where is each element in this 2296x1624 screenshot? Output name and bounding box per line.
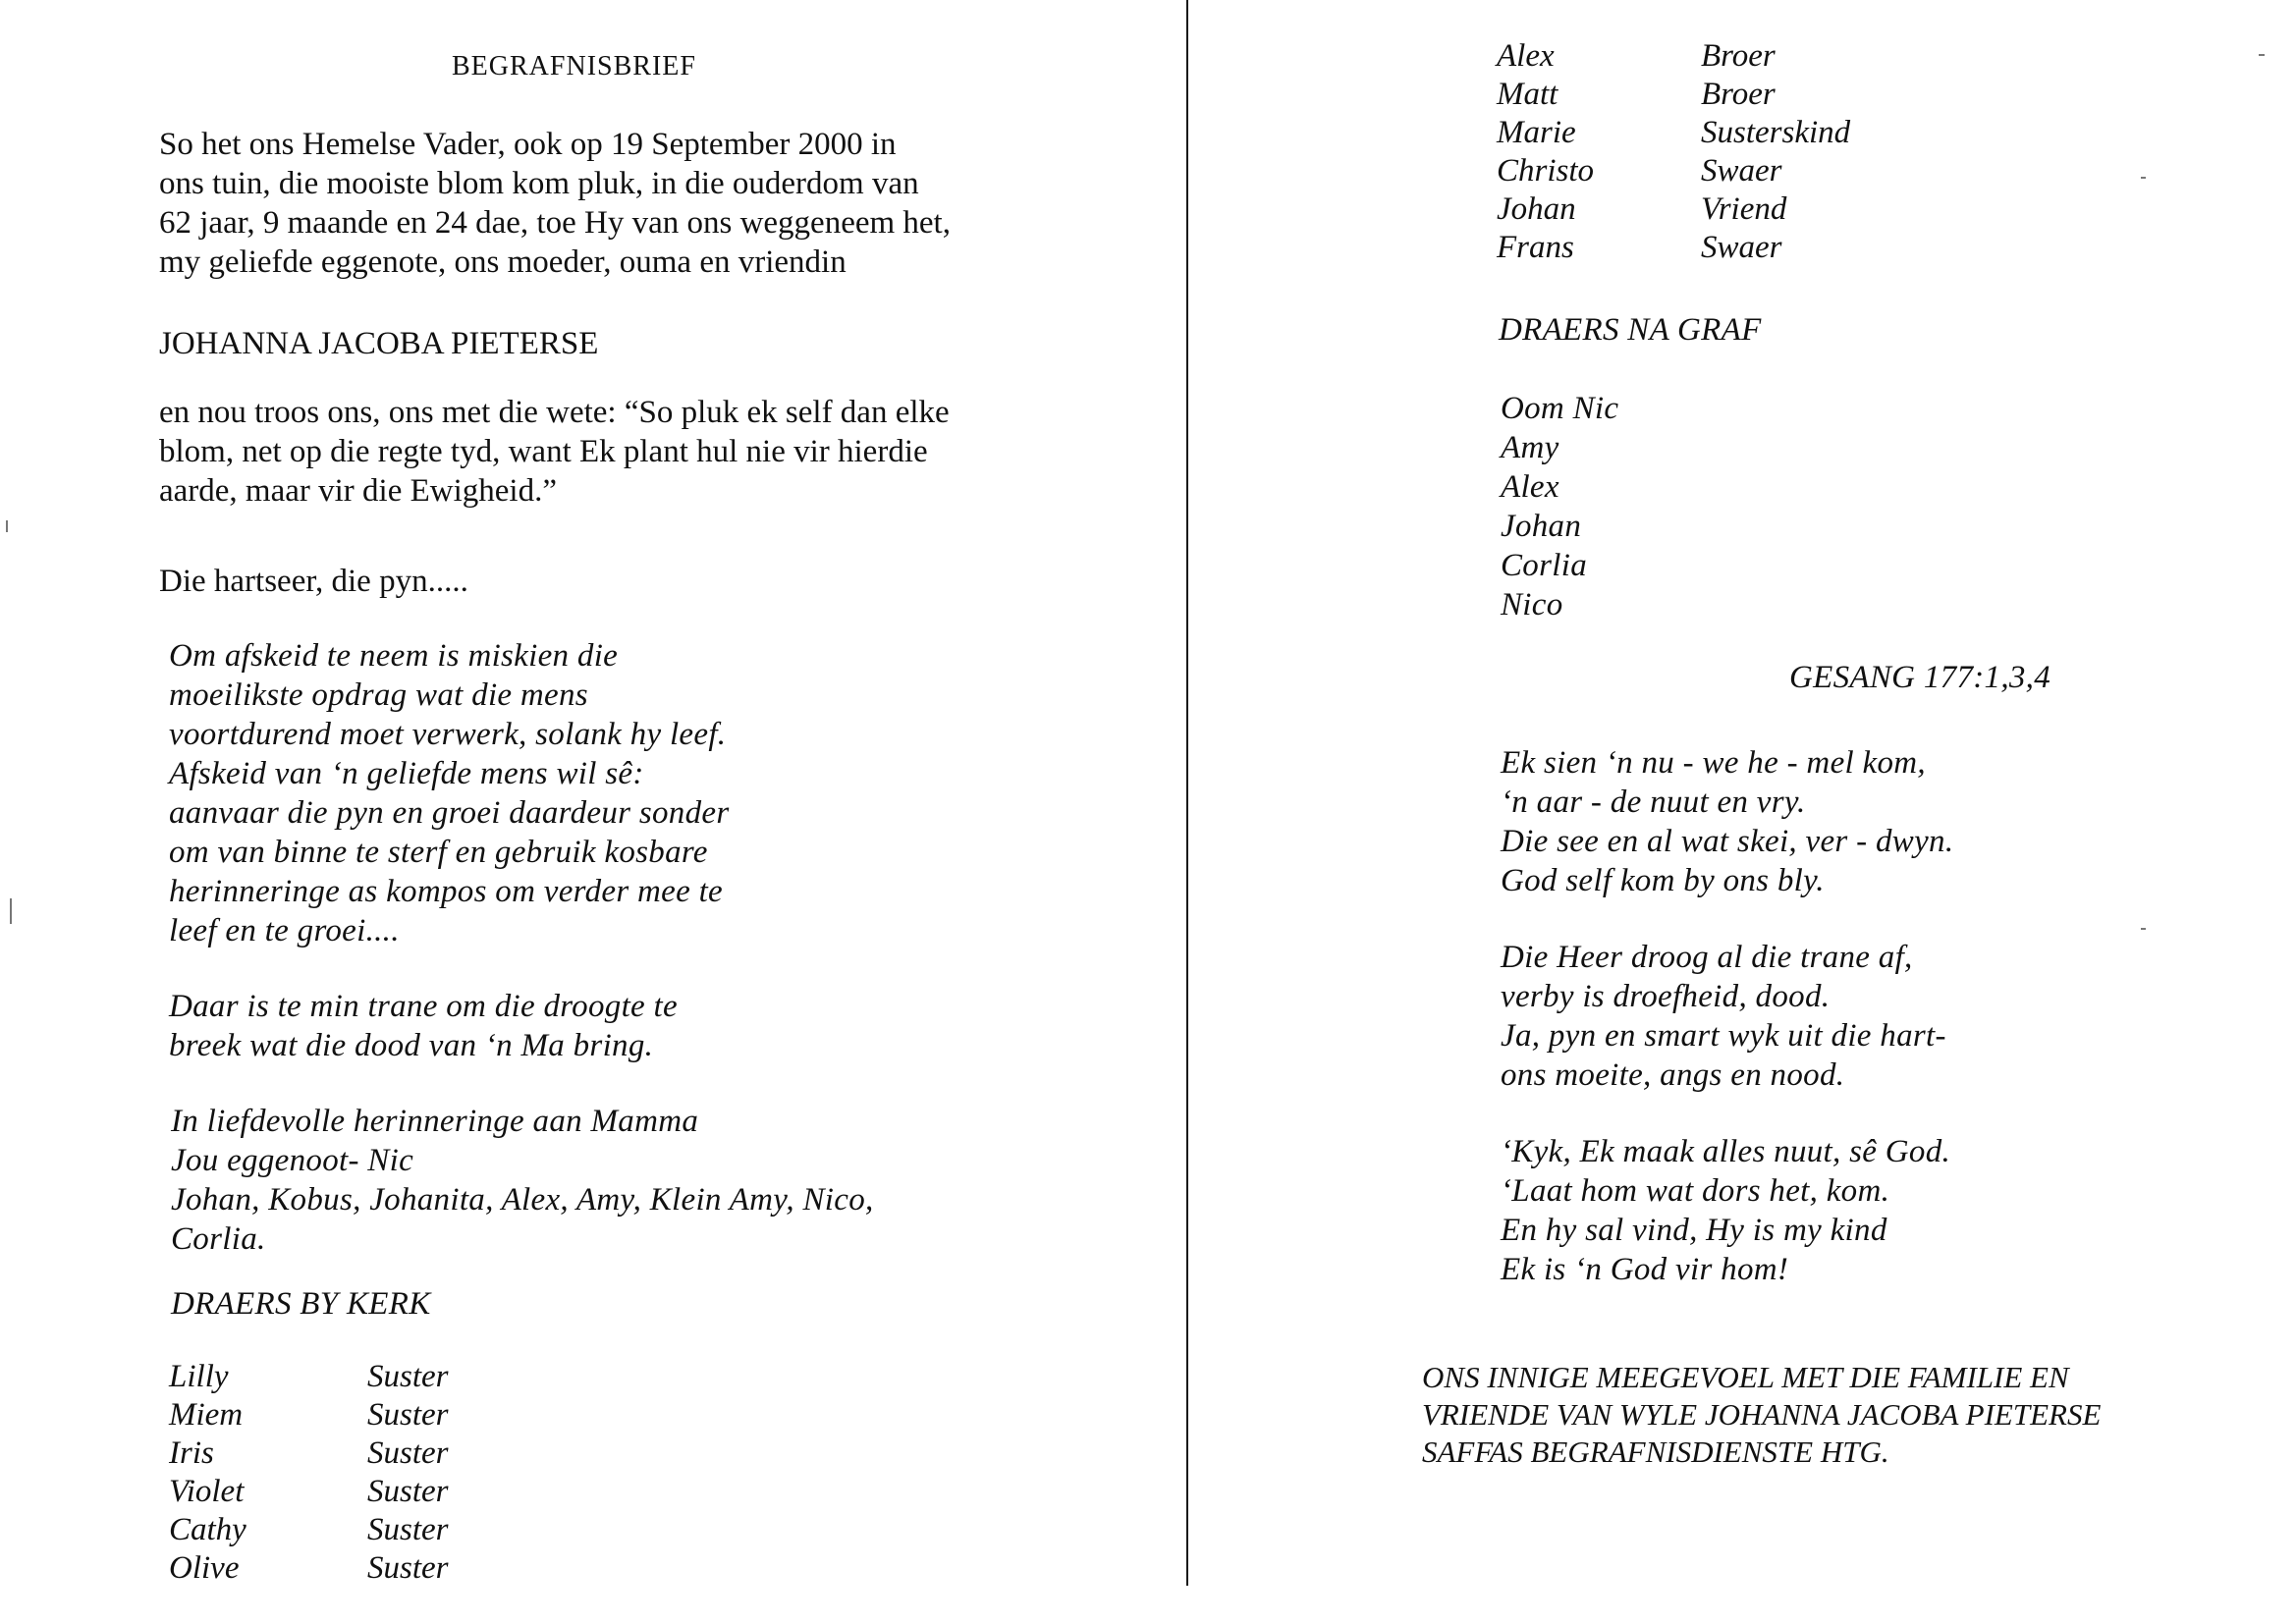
poem-line: moeilikste opdrag wat die mens (169, 677, 588, 713)
bearer-relation: Suster (367, 1435, 449, 1471)
comfort-line: blom, net op die regte tyd, want Ek plant hul nie vir hierdie (159, 434, 928, 469)
bearer-name: Matt (1497, 77, 1558, 112)
scan-mark (10, 898, 12, 924)
tears-paragraph (169, 987, 678, 1065)
poem-line: herinneringe as kompos om verder mee te (169, 874, 723, 909)
bearer-row (169, 1511, 449, 1549)
memory-line: Jou eggenoot- Nic (171, 1143, 414, 1178)
hymn-line: ‘n aar - de nuut en vry. (1501, 785, 1806, 820)
memory-dedication (171, 1102, 874, 1259)
scan-mark (6, 520, 8, 532)
grave-bearer: Alex (1501, 469, 1559, 505)
hymn-line: ‘Kyk, Ek maak alles nuut, sê God. (1501, 1134, 1951, 1169)
comfort-paragraph (159, 393, 950, 511)
deceased-name: JOHANNA JACOBA PIETERSE (159, 326, 599, 361)
memory-line: Corlia. (171, 1221, 266, 1257)
hymn-line: Die Heer droog al die trane af, (1501, 940, 1913, 975)
bearer-row (169, 1396, 449, 1435)
poem-line: om van binne te sterf en gebruik kosbare (169, 835, 708, 870)
bearer-relation: Suster (367, 1474, 449, 1509)
grave-bearer: Corlia (1501, 548, 1587, 583)
poem-line: leef en te groei.... (169, 913, 400, 948)
bearer-relation: Suster (367, 1512, 449, 1547)
bearer-name: Violet (169, 1474, 245, 1509)
intro-line: So het ons Hemelse Vader, ook op 19 September 2000 in (159, 127, 897, 162)
bearer-relation: Vriend (1701, 191, 1787, 227)
poem-line: aanvaar die pyn en groei daardeur sonder (169, 795, 730, 831)
poem-line: voortdurend moet verwerk, solank hy leef. (169, 717, 727, 752)
bearer-relation: Swaer (1701, 230, 1782, 265)
intro-line: my geliefde eggenote, ons moeder, ouma en vriendin (159, 244, 847, 280)
hymn-verse-2 (1501, 938, 1946, 1095)
scan-mark (2259, 54, 2265, 56)
bearer-relation: Suster (367, 1359, 449, 1394)
condolence-notice (1422, 1359, 2101, 1471)
intro-paragraph (159, 125, 951, 282)
bearer-row (1497, 76, 1850, 114)
bearers-church-heading: DRAERS BY KERK (171, 1286, 431, 1322)
hymn-line: ons moeite, angs en nood. (1501, 1057, 1845, 1093)
hymn-line: verby is droefheid, dood. (1501, 979, 1831, 1014)
hymn-line: Ja, pyn en smart wyk uit die hart- (1501, 1018, 1946, 1054)
memory-line: Johan, Kobus, Johanita, Alex, Amy, Klein Amy, Nico, (171, 1182, 874, 1218)
bearer-name: Johan (1497, 191, 1576, 227)
intro-line: ons tuin, die mooiste blom kom pluk, in die ouderdom van (159, 166, 919, 201)
bearers-grave-heading: DRAERS NA GRAF (1499, 312, 1762, 348)
tears-line: Daar is te min trane om die droogte te (169, 989, 678, 1024)
bearer-relation: Broer (1701, 77, 1776, 112)
grief-line: Die hartseer, die pyn..... (159, 564, 468, 599)
bearers-grave-list (1501, 389, 1618, 624)
bearer-row (1497, 190, 1850, 229)
bearer-name: Cathy (169, 1512, 246, 1547)
intro-line: 62 jaar, 9 maande en 24 dae, toe Hy van ons weggeneem het, (159, 205, 951, 241)
bearer-row (1497, 37, 1850, 76)
bearer-relation: Broer (1701, 38, 1776, 74)
bearer-name: Lilly (169, 1359, 229, 1394)
hymn-verse-1 (1501, 743, 1953, 900)
scan-mark (2141, 928, 2146, 930)
bearers-church-list-continued (1497, 37, 1850, 267)
memory-line: In liefdevolle herinneringe aan Mamma (171, 1104, 699, 1139)
bearer-row (169, 1473, 449, 1511)
bearer-row (169, 1358, 449, 1396)
condolence-line: SAFFAS BEGRAFNISDIENSTE HTG. (1422, 1435, 1889, 1469)
bearer-relation: Suster (367, 1550, 449, 1586)
farewell-poem (169, 636, 729, 950)
bearer-name: Iris (169, 1435, 214, 1471)
bearers-church-list (169, 1358, 449, 1588)
hymn-line: Die see en al wat skei, ver - dwyn. (1501, 824, 1954, 859)
grave-bearer: Johan (1501, 509, 1582, 544)
letter-title: BEGRAFNISBRIEF (452, 51, 696, 81)
condolence-line: VRIENDE VAN WYLE JOHANNA JACOBA PIETERSE (1422, 1397, 2102, 1432)
bearer-row (169, 1435, 449, 1473)
bearer-name: Miem (169, 1397, 244, 1433)
hymn-line: God self kom by ons bly. (1501, 863, 1825, 898)
bearer-name: Christo (1497, 153, 1595, 189)
bearer-name: Olive (169, 1550, 240, 1586)
hymn-line: Ek is ‘n God vir hom! (1501, 1252, 1789, 1287)
grave-bearer: Amy (1501, 430, 1559, 465)
bearer-relation: Susterskind (1701, 115, 1851, 150)
bearer-row (1497, 229, 1850, 267)
bearer-relation: Swaer (1701, 153, 1782, 189)
bearer-name: Frans (1497, 230, 1574, 265)
bearer-name: Alex (1497, 38, 1555, 74)
poem-line: Afskeid van ‘n geliefde mens wil sê: (169, 756, 644, 791)
hymn-verse-3 (1501, 1132, 1950, 1289)
hymn-title: GESANG 177:1,3,4 (1789, 660, 2051, 695)
hymn-line: ‘Laat hom wat dors het, kom. (1501, 1173, 1890, 1209)
tears-line: breek wat die dood van ‘n Ma bring. (169, 1028, 654, 1063)
bearer-row (1497, 152, 1850, 190)
hymn-line: Ek sien ‘n nu - we he - mel kom, (1501, 745, 1926, 781)
page-fold-divider (1186, 0, 1188, 1586)
hymn-line: En hy sal vind, Hy is my kind (1501, 1213, 1887, 1248)
grave-bearer: Nico (1501, 587, 1563, 623)
bearer-relation: Suster (367, 1397, 449, 1433)
scan-mark (2141, 177, 2146, 179)
bearer-name: Marie (1497, 115, 1576, 150)
bearer-row (169, 1549, 449, 1588)
grave-bearer: Oom Nic (1501, 391, 1619, 426)
bearer-row (1497, 114, 1850, 152)
condolence-line: ONS INNIGE MEEGEVOEL MET DIE FAMILIE EN (1422, 1360, 2069, 1394)
comfort-line: aarde, maar vir die Ewigheid.” (159, 473, 557, 509)
comfort-line: en nou troos ons, ons met die wete: “So pluk ek self dan elke (159, 395, 950, 430)
poem-line: Om afskeid te neem is miskien die (169, 638, 619, 674)
